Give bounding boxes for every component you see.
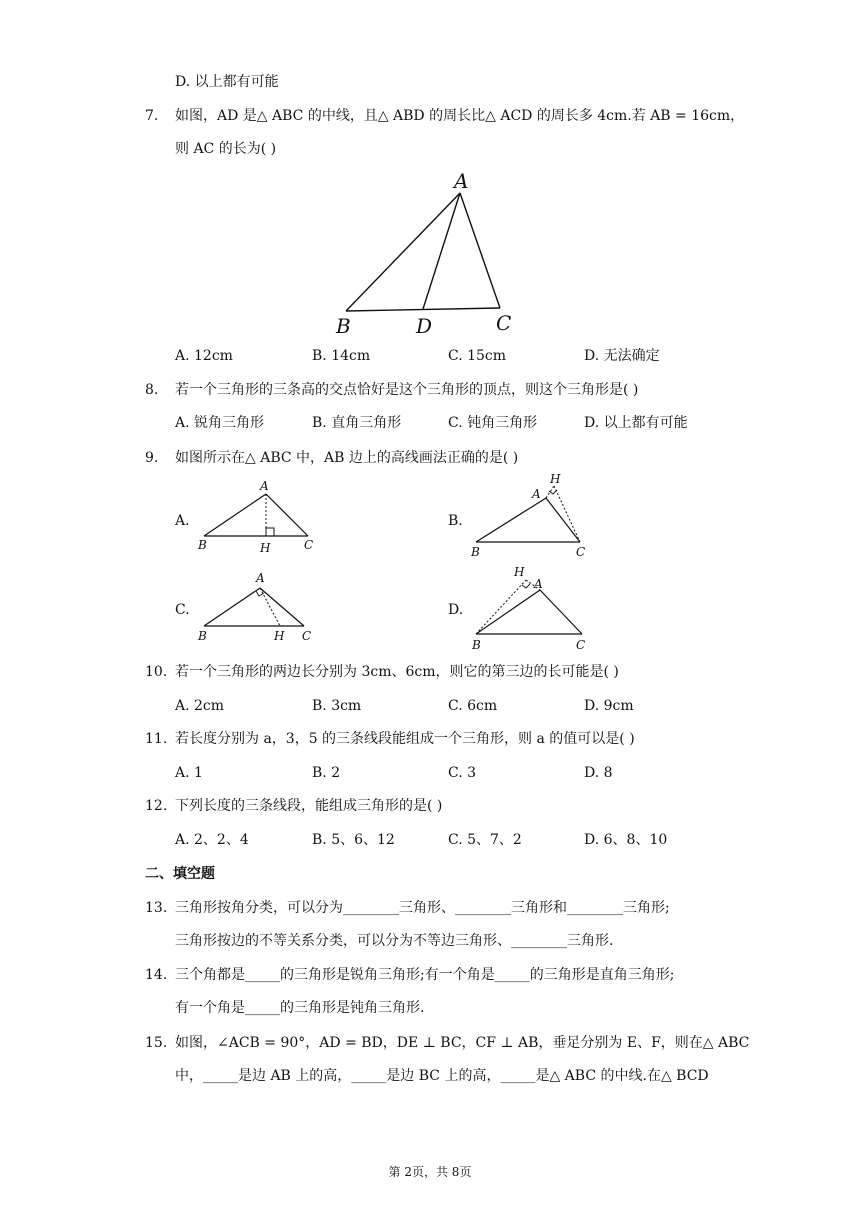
q9c-label-h: H (274, 629, 285, 643)
q9a-label-a: A (260, 479, 269, 493)
q10-text: 若一个三角形的两边长分别为 3cm、6cm，则它的第三边的长可能是( ) (175, 664, 619, 680)
q9a-label-h: H (260, 541, 271, 555)
q9-option-d-letter[interactable]: D. (448, 602, 464, 618)
q9-option-c-letter[interactable]: C. (175, 602, 190, 618)
q15-number: 15. (145, 1035, 168, 1051)
q7-median-ad (423, 193, 460, 309)
q9d-label-h: H (514, 565, 525, 579)
q10-option-a[interactable]: A. 2cm (175, 698, 225, 714)
q7-option-d[interactable]: D. 无法确定 (584, 348, 660, 364)
q9-number: 9. (145, 450, 159, 466)
q13-text-line2: 三角形按边的不等关系分类，可以分为不等边三角形、________三角形. (175, 933, 614, 949)
q9a-label-b: B (198, 538, 207, 552)
q14-text-line2: 有一个角是_____的三角形是钝角三角形. (175, 1000, 425, 1016)
q9c-label-a: A (256, 571, 265, 585)
q10-option-d[interactable]: D. 9cm (584, 698, 634, 714)
q7-option-a[interactable]: A. 12cm (175, 348, 233, 364)
q13-text-line1: 三角形按角分类，可以分为________三角形、________三角形和________三角形; (175, 900, 670, 916)
q7-option-c[interactable]: C. 15cm (448, 348, 507, 364)
q7-side-ac (460, 193, 500, 308)
q10-option-b[interactable]: B. 3cm (312, 698, 362, 714)
q9-option-a-letter[interactable]: A. (175, 513, 190, 529)
q12-option-c[interactable]: C. 5、7、2 (448, 832, 522, 848)
q7-label-c: C (496, 311, 512, 335)
q8-option-b[interactable]: B. 直角三角形 (312, 415, 402, 431)
q8-option-c[interactable]: C. 钝角三角形 (448, 415, 538, 431)
q15-text-line2: 中，_____是边 AB 上的高，_____是边 BC 上的高，_____是△ ABC 的中线.在△ BCD (175, 1068, 709, 1084)
q8-option-d[interactable]: D. 以上都有可能 (584, 415, 688, 431)
q11-option-b[interactable]: B. 2 (312, 765, 341, 781)
q9d-label-a: A (534, 577, 543, 591)
q15-text-line1: 如图，∠ACB = 90°，AD = BD，DE ⊥ BC，CF ⊥ AB，垂足分别为 E、F，则在△ ABC (175, 1035, 750, 1051)
q7-text-line1: 如图，AD 是△ ABC 的中线，且△ ABD 的周长比△ ACD 的周长多 4cm.若 AB = 16cm， (175, 108, 745, 124)
q9-figure-a (196, 476, 326, 556)
q10-number: 10. (145, 664, 168, 680)
q6-option-d: D. 以上都有可能 (175, 74, 279, 90)
q14-text-line1: 三个角都是_____的三角形是锐角三角形;有一个角是_____的三角形是直角三角形; (175, 967, 675, 983)
q14-number: 14. (145, 967, 168, 983)
page-footer: 第 2页，共 8页 (388, 1165, 472, 1179)
q7-number: 7. (145, 108, 159, 124)
q9b-label-b: B (471, 545, 480, 559)
q7-text-line2: 则 AC 的长为( ) (175, 141, 277, 157)
q9-text: 如图所示在△ ABC 中，AB 边上的高线画法正确的是( ) (175, 450, 519, 466)
q11-option-a[interactable]: A. 1 (175, 765, 203, 781)
q7-label-d: D (416, 314, 433, 338)
q13-number: 13. (145, 900, 168, 916)
q9b-label-c: C (576, 545, 586, 559)
q7-label-b: B (336, 314, 351, 338)
q7-triangle-figure (330, 168, 530, 338)
q11-text: 若长度分别为 a，3，5 的三条线段能组成一个三角形，则 a 的值可以是( ) (175, 731, 635, 747)
q9c-label-c: C (302, 629, 312, 643)
q12-text: 下列长度的三条线段，能组成三角形的是( ) (175, 798, 443, 814)
q8-text: 若一个三角形的三条高的交点恰好是这个三角形的顶点，则这个三角形是( ) (175, 382, 639, 398)
q9-option-b-letter[interactable]: B. (448, 513, 463, 529)
q10-option-c[interactable]: C. 6cm (448, 698, 498, 714)
q12-option-b[interactable]: B. 5、6、12 (312, 832, 395, 848)
q11-number: 11. (145, 731, 168, 747)
q9b-label-h: H (550, 472, 561, 486)
q12-number: 12. (145, 798, 168, 814)
q8-number: 8. (145, 382, 159, 398)
q11-option-d[interactable]: D. 8 (584, 765, 613, 781)
q7-option-b[interactable]: B. 14cm (312, 348, 371, 364)
q9b-label-a: A (532, 487, 541, 501)
q9d-label-c: C (576, 638, 586, 652)
q9d-label-b: B (472, 638, 481, 652)
q7-side-ab (346, 193, 460, 311)
q12-option-a[interactable]: A. 2、2、4 (175, 832, 249, 848)
q12-option-d[interactable]: D. 6、8、10 (584, 832, 668, 848)
q9-figure-b (470, 472, 600, 564)
q9c-label-b: B (198, 629, 207, 643)
q8-option-a[interactable]: A. 锐角三角形 (175, 415, 265, 431)
section-fill-in-title: 二、填空题 (145, 866, 215, 882)
q9-figure-c (196, 566, 326, 648)
q9-figure-d (470, 560, 600, 654)
q11-option-c[interactable]: C. 3 (448, 765, 477, 781)
q9a-label-c: C (304, 538, 314, 552)
q7-label-a: A (454, 169, 469, 193)
